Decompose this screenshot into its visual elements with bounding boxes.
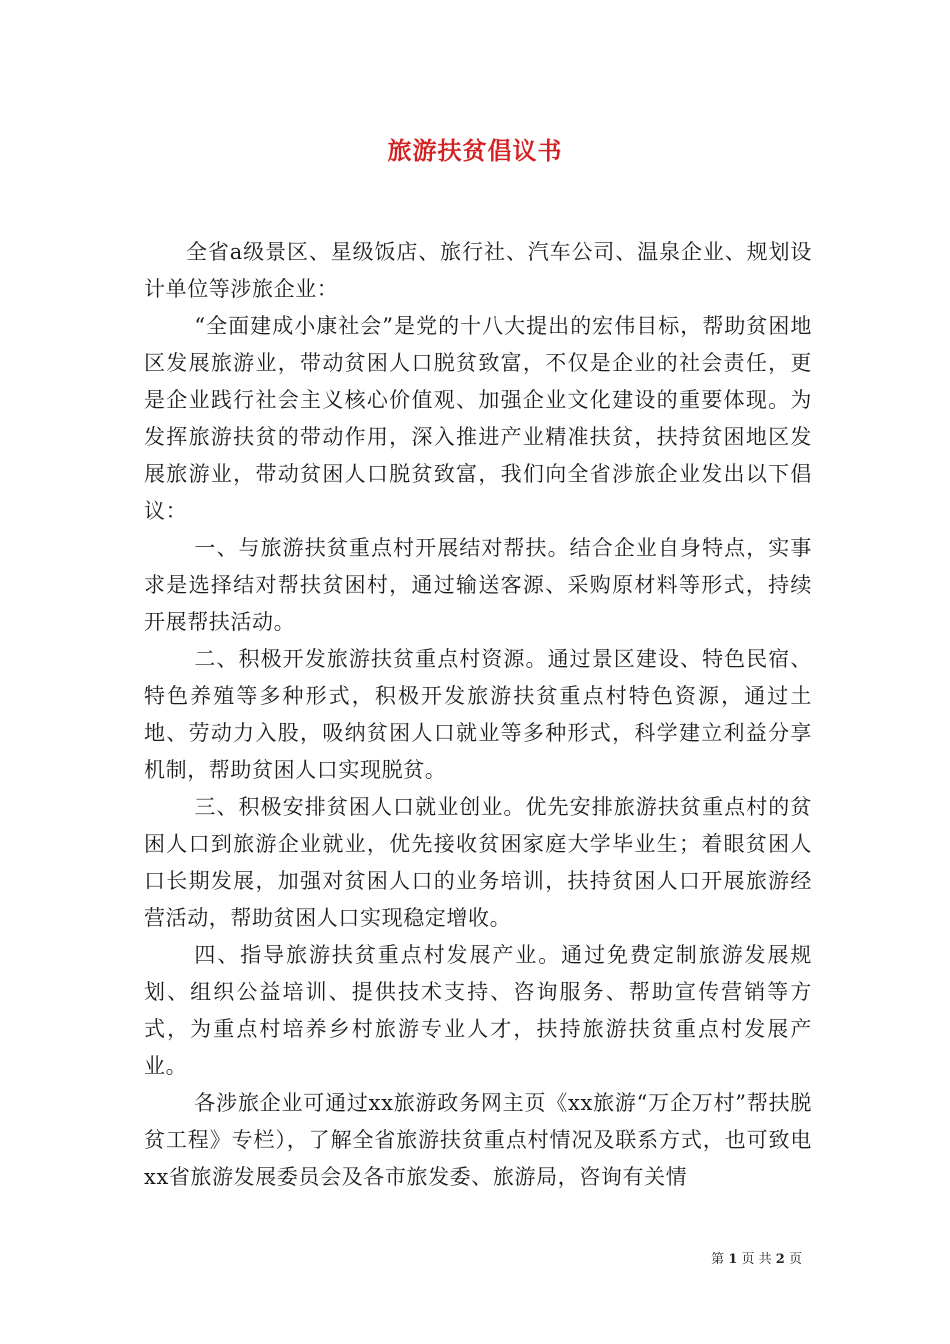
footer-prefix: 第 [711,1252,725,1267]
proposal-item-3: 三、积极安排贫困人口就业创业。优先安排旅游扶贫重点村的贫困人口到旅游企业就业，优先接收贫困家庭大学毕业生；着眼贫困人口长期发展，加强对贫困人口的业务培训，扶持贫困人口开展旅游经营活动，帮助贫困人口实现稳定增收。 [144,795,812,930]
total-page-number: 2 [775,1252,785,1267]
proposal-item-4: 四、指导旅游扶贫重点村发展产业。通过免费定制旅游发展规划、组织公益培训、提供技术支持、咨询服务、帮助宣传营销等方式，为重点村培养乡村旅游专业人才，扶持旅游扶贫重点村发展产业。 [144,943,812,1078]
footer-suffix: 页 [788,1252,802,1267]
proposal-item-2: 二、积极开发旅游扶贫重点村资源。通过景区建设、特色民宿、特色养殖等多种形式，积极开发旅游扶贫重点村特色资源，通过土地、劳动力入股，吸纳贫困人口就业等多种形式，科学建立利益分享机制，帮助贫困人口实现脱贫。 [144,647,812,782]
salutation-paragraph: 全省a级景区、星级饭店、旅行社、汽车公司、温泉企业、规划设计单位等涉旅企业： [144,240,812,301]
page-number-footer [711,1248,802,1267]
footer-middle: 页 共 [741,1252,772,1267]
document-body [144,234,812,1196]
contact-paragraph: 各涉旅企业可通过xx旅游政务网主页《xx旅游“万企万村”帮扶脱贫工程》专栏），了解全省旅游扶贫重点村情况及联系方式，也可致电xx省旅游发展委员会及各市旅发委、旅游局，咨询有关情 [144,1091,812,1189]
intro-paragraph: “全面建成小康社会”是党的十八大提出的宏伟目标，帮助贫困地区发展旅游业，带动贫困人口脱贫致富，不仅是企业的社会责任，更是企业践行社会主义核心价值观、加强企业文化建设的重要体现。为发挥旅游扶贫的带动作用，深入推进产业精准扶贫，扶持贫困地区发展旅游业，带动贫困人口脱贫致富，我们向全省涉旅企业发出以下倡议： [144,314,812,523]
document-title: 旅游扶贫倡议书 [387,136,563,165]
proposal-item-1: 一、与旅游扶贫重点村开展结对帮扶。结合企业自身特点，实事求是选择结对帮扶贫困村，通过输送客源、采购原材料等形式，持续开展帮扶活动。 [144,536,812,634]
current-page-number: 1 [728,1252,738,1267]
